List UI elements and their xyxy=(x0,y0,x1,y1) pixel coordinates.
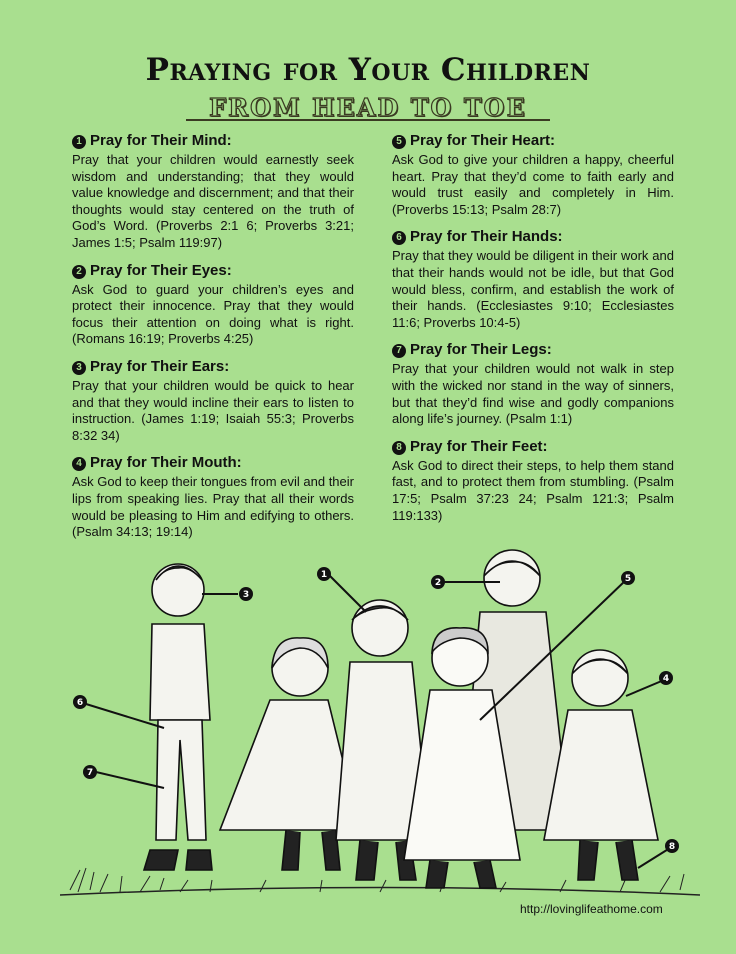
number-badge: 4 xyxy=(72,457,86,471)
section-heading: Pray for Their Mouth: xyxy=(90,454,242,472)
section-heading: Pray for Their Ears: xyxy=(90,357,230,375)
callout-number: 8 xyxy=(668,842,676,852)
left-column xyxy=(72,132,354,551)
section-feet xyxy=(392,438,674,524)
callout-marker xyxy=(317,567,331,581)
callout-marker xyxy=(73,695,87,709)
number-badge: 7 xyxy=(392,344,406,358)
section-body: Pray that they would be diligent in their work and that their hands would not be idle, but that God would bless, confirm, and establish the work of their hands. (Ecclesiastes 9:10; Ecclesiastes 11:6; Proverbs 10:4-5) xyxy=(392,248,674,330)
callout-number: 3 xyxy=(242,590,250,600)
number-badge: 3 xyxy=(72,361,86,375)
callout-marker xyxy=(659,671,673,685)
page-subtitle: FROM HEAD TO TOE xyxy=(209,93,527,122)
number-badge: 8 xyxy=(392,441,406,455)
callout-marker xyxy=(431,575,445,589)
section-legs xyxy=(392,341,674,427)
section-heading: Pray for Their Hands: xyxy=(410,228,563,246)
page-title: Praying for Your Children xyxy=(145,52,591,88)
section-mind xyxy=(72,132,354,252)
section-heading: Pray for Their Legs: xyxy=(410,341,552,359)
section-body: Pray that your children would not walk in step with the wicked nor stand in the way of sinners, but that they’d find wise and godly companions along life’s journey. (Psalm 1:1) xyxy=(392,361,674,427)
callout-marker xyxy=(621,571,635,585)
grass xyxy=(60,868,700,895)
callout-number: 2 xyxy=(434,578,442,588)
callout-number: 1 xyxy=(320,570,328,580)
section-hands xyxy=(392,228,674,331)
section-heading: Pray for Their Mind: xyxy=(90,132,232,149)
children-illustration xyxy=(60,540,700,920)
callout-marker xyxy=(239,587,253,601)
callout-number: 7 xyxy=(86,768,94,778)
callout-number: 4 xyxy=(662,674,670,684)
section-ears xyxy=(72,358,354,444)
number-badge: 1 xyxy=(72,135,86,149)
section-heading: Pray for Their Heart: xyxy=(410,132,556,149)
section-body: Ask God to give your children a happy, cheerful heart. Pray that they’d come to faith early and would trust easily and completely in Him. (Proverbs 15:13; Psalm 28:7) xyxy=(392,152,674,217)
section-body: Ask God to guard your children’s eyes and protect their innocence. Pray that they would focus their attention on doing what is right. (Romans 16:19; Proverbs 4:25) xyxy=(72,281,354,347)
section-heading: Pray for Their Feet: xyxy=(410,437,548,455)
callout-marker xyxy=(83,765,97,779)
callout-marker xyxy=(665,839,679,853)
section-heading: Pray for Their Eyes: xyxy=(90,261,232,279)
number-badge: 5 xyxy=(392,135,406,149)
callout-number: 5 xyxy=(624,574,632,584)
section-eyes xyxy=(72,262,354,348)
section-body: Pray that your children would earnestly seek wisdom and understanding; that they would value knowledge and discernment; and that their thoughts would stay centered on the truth of God’s Word. (Proverbs 2:1 6; Proverbs 3:21; James 1:5; Psalm 119:97) xyxy=(72,152,354,250)
section-heart xyxy=(392,132,674,218)
section-body: Pray that your children would be quick to hear and that they would incline their ears to listen to instruction. (James 1:19; Isaiah 55:3; Proverbs 8:32 34) xyxy=(72,377,354,443)
child-boy-left xyxy=(144,564,212,870)
source-url: http://lovinglifeathome.com xyxy=(520,902,663,916)
title-underline xyxy=(186,119,550,121)
section-body: Ask God to keep their tongues from evil and their lips from speaking lies. Pray that all their words would be pleasing to Him and edifying to others. (Psalm 34:13; 19:14) xyxy=(72,474,354,540)
callout-number: 6 xyxy=(76,698,84,708)
section-mouth xyxy=(72,454,354,540)
number-badge: 6 xyxy=(392,231,406,245)
number-badge: 2 xyxy=(72,265,86,279)
right-column xyxy=(392,132,674,534)
section-body: Ask God to direct their steps, to help them stand fast, and to protect them from stumbling. (Psalm 17:5; Psalm 37:23 24; Psalm 121:3; Psalm 119:133) xyxy=(392,457,674,523)
child-right-girl xyxy=(544,650,658,880)
